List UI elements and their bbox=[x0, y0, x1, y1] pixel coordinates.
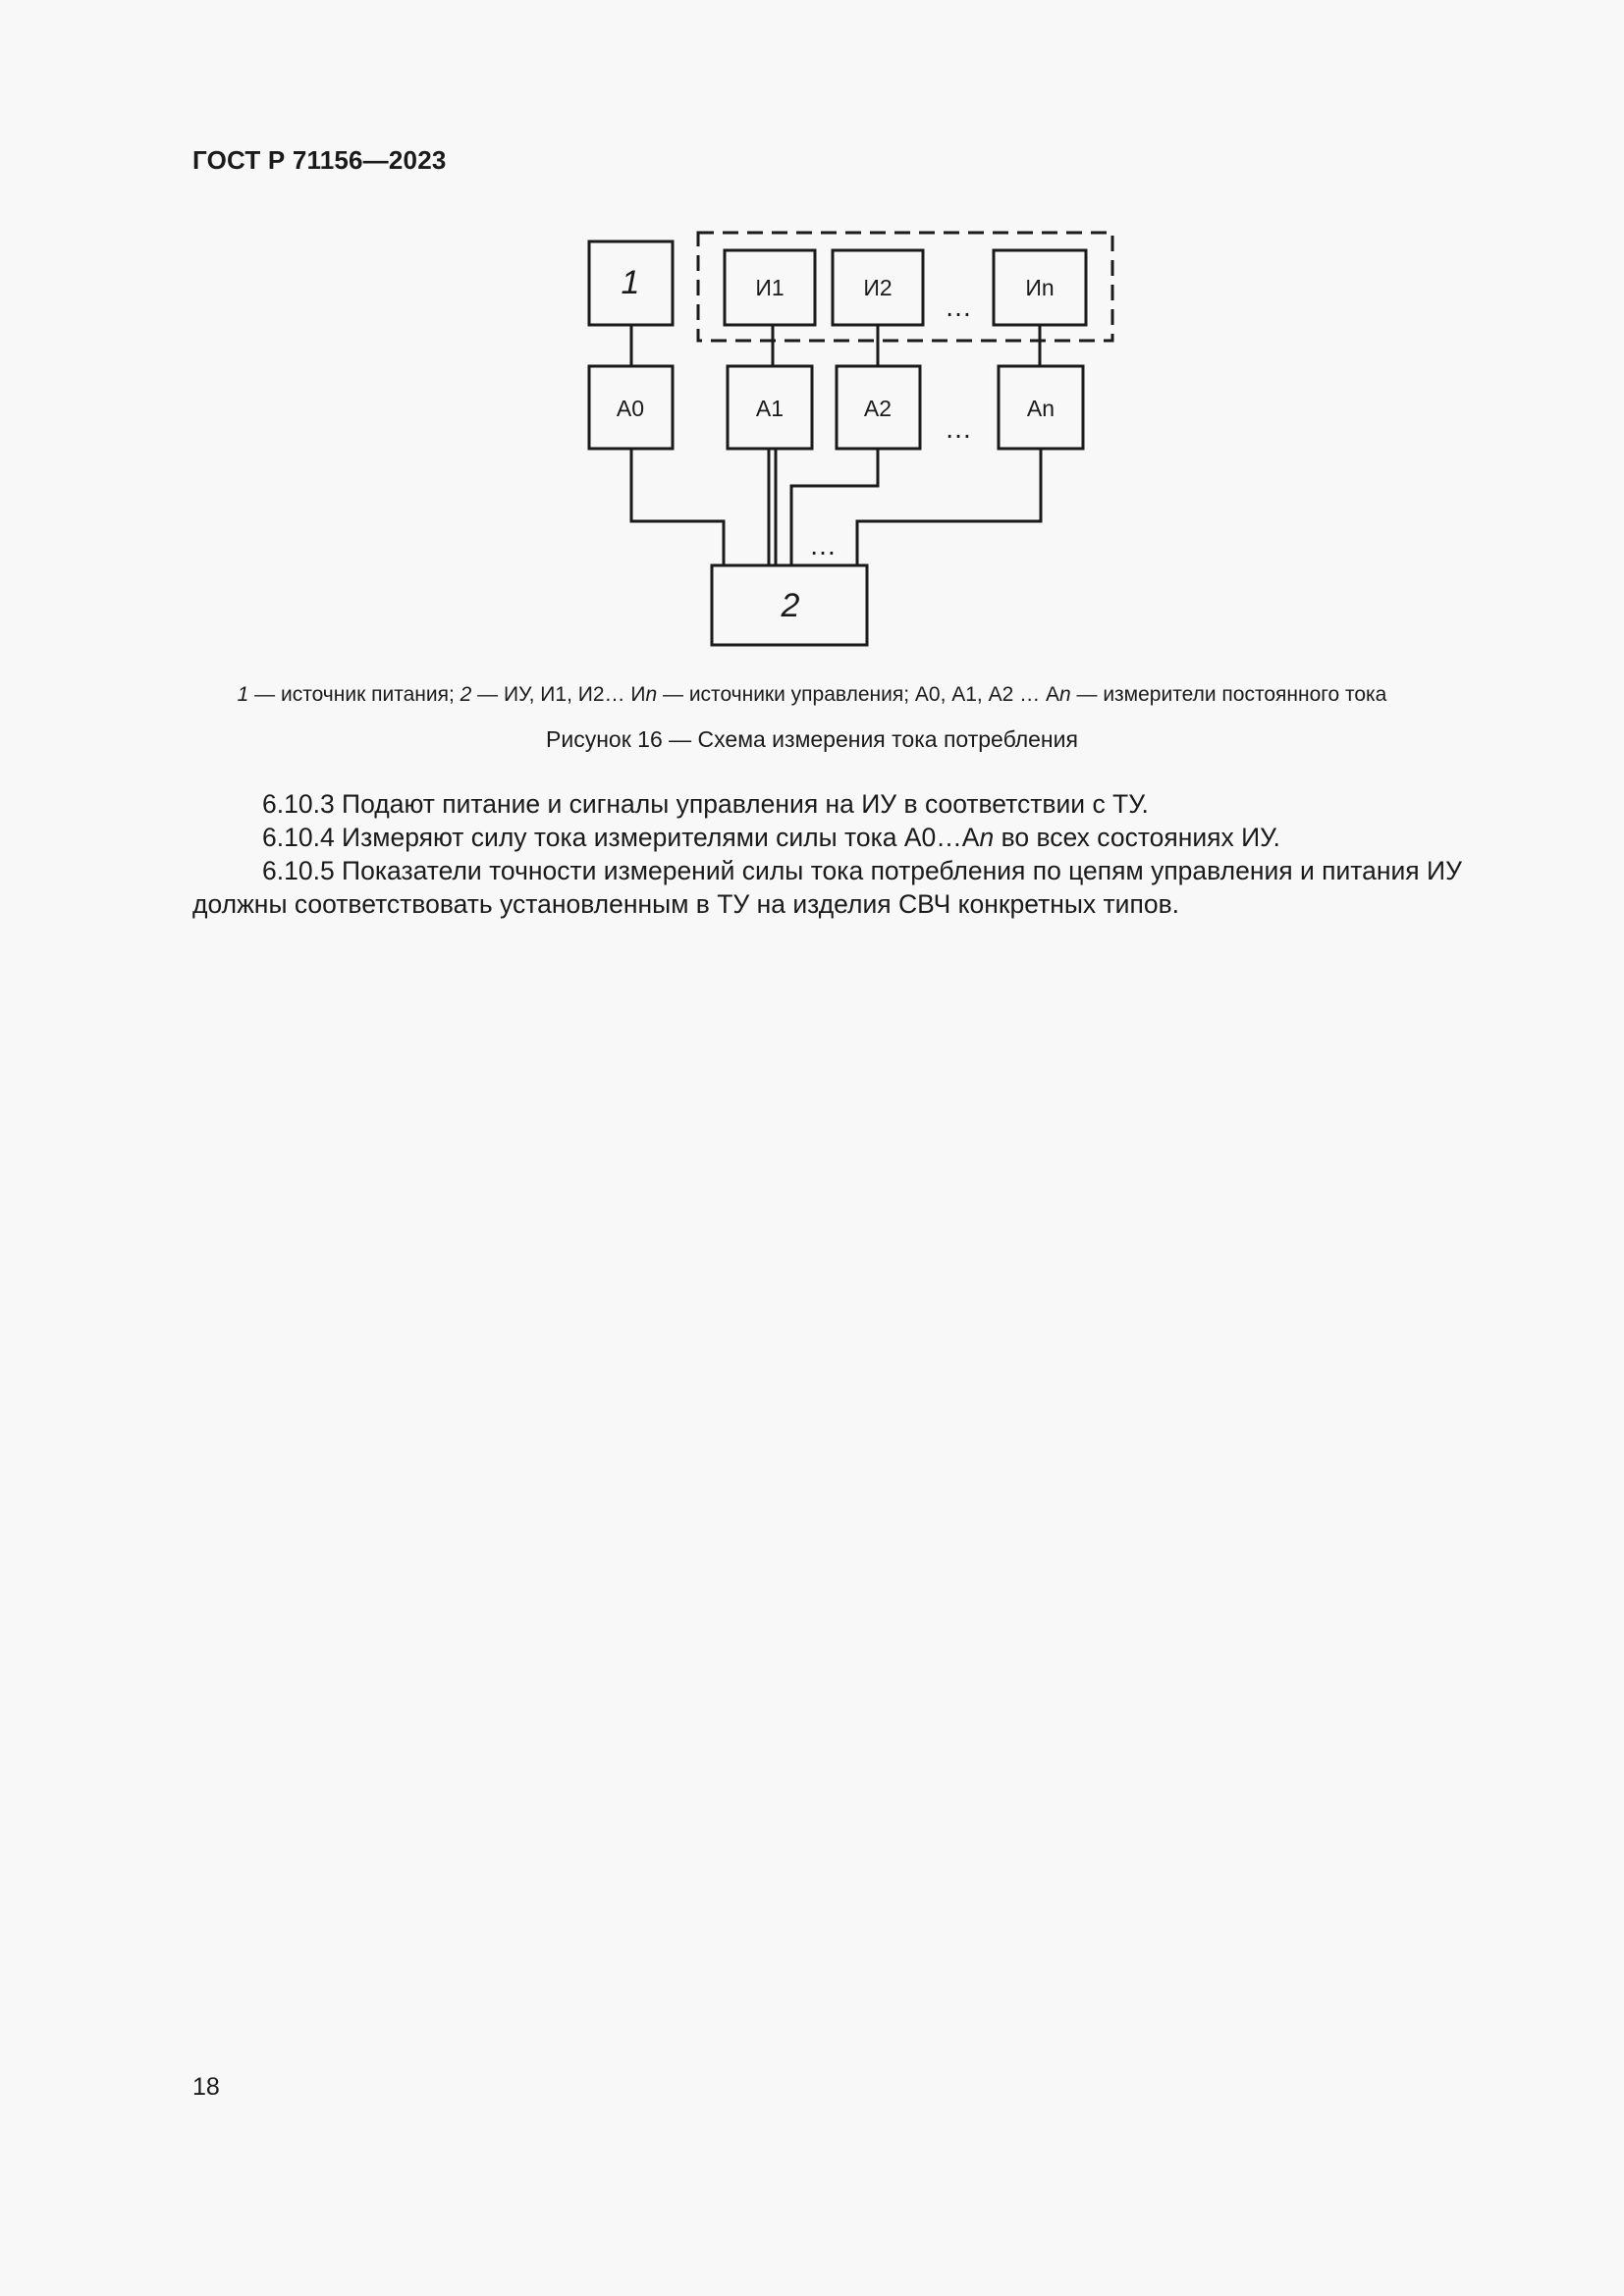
source-label-2: И2 bbox=[863, 275, 893, 300]
measurement-diagram bbox=[0, 0, 1624, 687]
document-header: ГОСТ Р 71156—2023 bbox=[192, 145, 447, 175]
paragraph-6-10-3 bbox=[192, 787, 1508, 821]
ellipsis-device: … bbox=[809, 530, 837, 561]
paragraph-6-10-4-text-b: во всех состояниях ИУ. bbox=[994, 823, 1280, 852]
paragraph-6-10-4-text-a: 6.10.4 Измеряют силу тока измерителями силы тока А0…А bbox=[262, 823, 980, 852]
source-label-n bbox=[1025, 275, 1054, 300]
paragraph-6-10-4 bbox=[192, 821, 1508, 854]
power-source-label: 1 bbox=[621, 264, 640, 301]
legend-n-1: n bbox=[645, 683, 658, 706]
meter-label-0: А0 bbox=[616, 396, 645, 421]
legend-part-4: — измерители постоянного тока bbox=[1070, 683, 1387, 706]
ellipsis-meters: … bbox=[945, 413, 972, 444]
figure-caption: Рисунок 16 — Схема измерения тока потребления bbox=[546, 726, 1078, 752]
source-label-1: И1 bbox=[755, 275, 785, 300]
paragraph-6-10-4-n: n bbox=[979, 823, 995, 852]
meter-label-1: А1 bbox=[755, 396, 785, 421]
source-label-n-text: Иn bbox=[1025, 275, 1055, 300]
page-number: 18 bbox=[192, 2073, 220, 2101]
wire-a0-device bbox=[631, 449, 724, 565]
ellipsis-sources: … bbox=[945, 292, 972, 322]
device-label: 2 bbox=[781, 587, 800, 624]
legend-num-1: 1 bbox=[237, 683, 249, 706]
legend-part-3: — источники управления; А0, А1, А2 … А bbox=[657, 683, 1059, 706]
legend-num-2: 2 bbox=[460, 683, 472, 706]
meter-label-n: Аn bbox=[1026, 396, 1056, 421]
legend-n-2: n bbox=[1058, 683, 1071, 706]
paragraph-6-10-5-text: 6.10.5 Показатели точности измерений силы тока потребления по цепям управления и питания ИУ должны соответствовать установленным в ТУ на изделия СВЧ конкретных типов. bbox=[192, 856, 1462, 919]
figure-legend bbox=[0, 683, 1624, 707]
paragraph-6-10-3-text: 6.10.3 Подают питание и сигналы управления на ИУ в соответствии с ТУ. bbox=[262, 789, 1149, 819]
legend-part-2: — ИУ, И1, И2… И bbox=[471, 683, 646, 706]
wire-an-device bbox=[857, 449, 1041, 565]
paragraph-6-10-5 bbox=[192, 854, 1508, 921]
meter-label-2: А2 bbox=[863, 396, 893, 421]
legend-part-1: — источник питания; bbox=[248, 683, 460, 706]
